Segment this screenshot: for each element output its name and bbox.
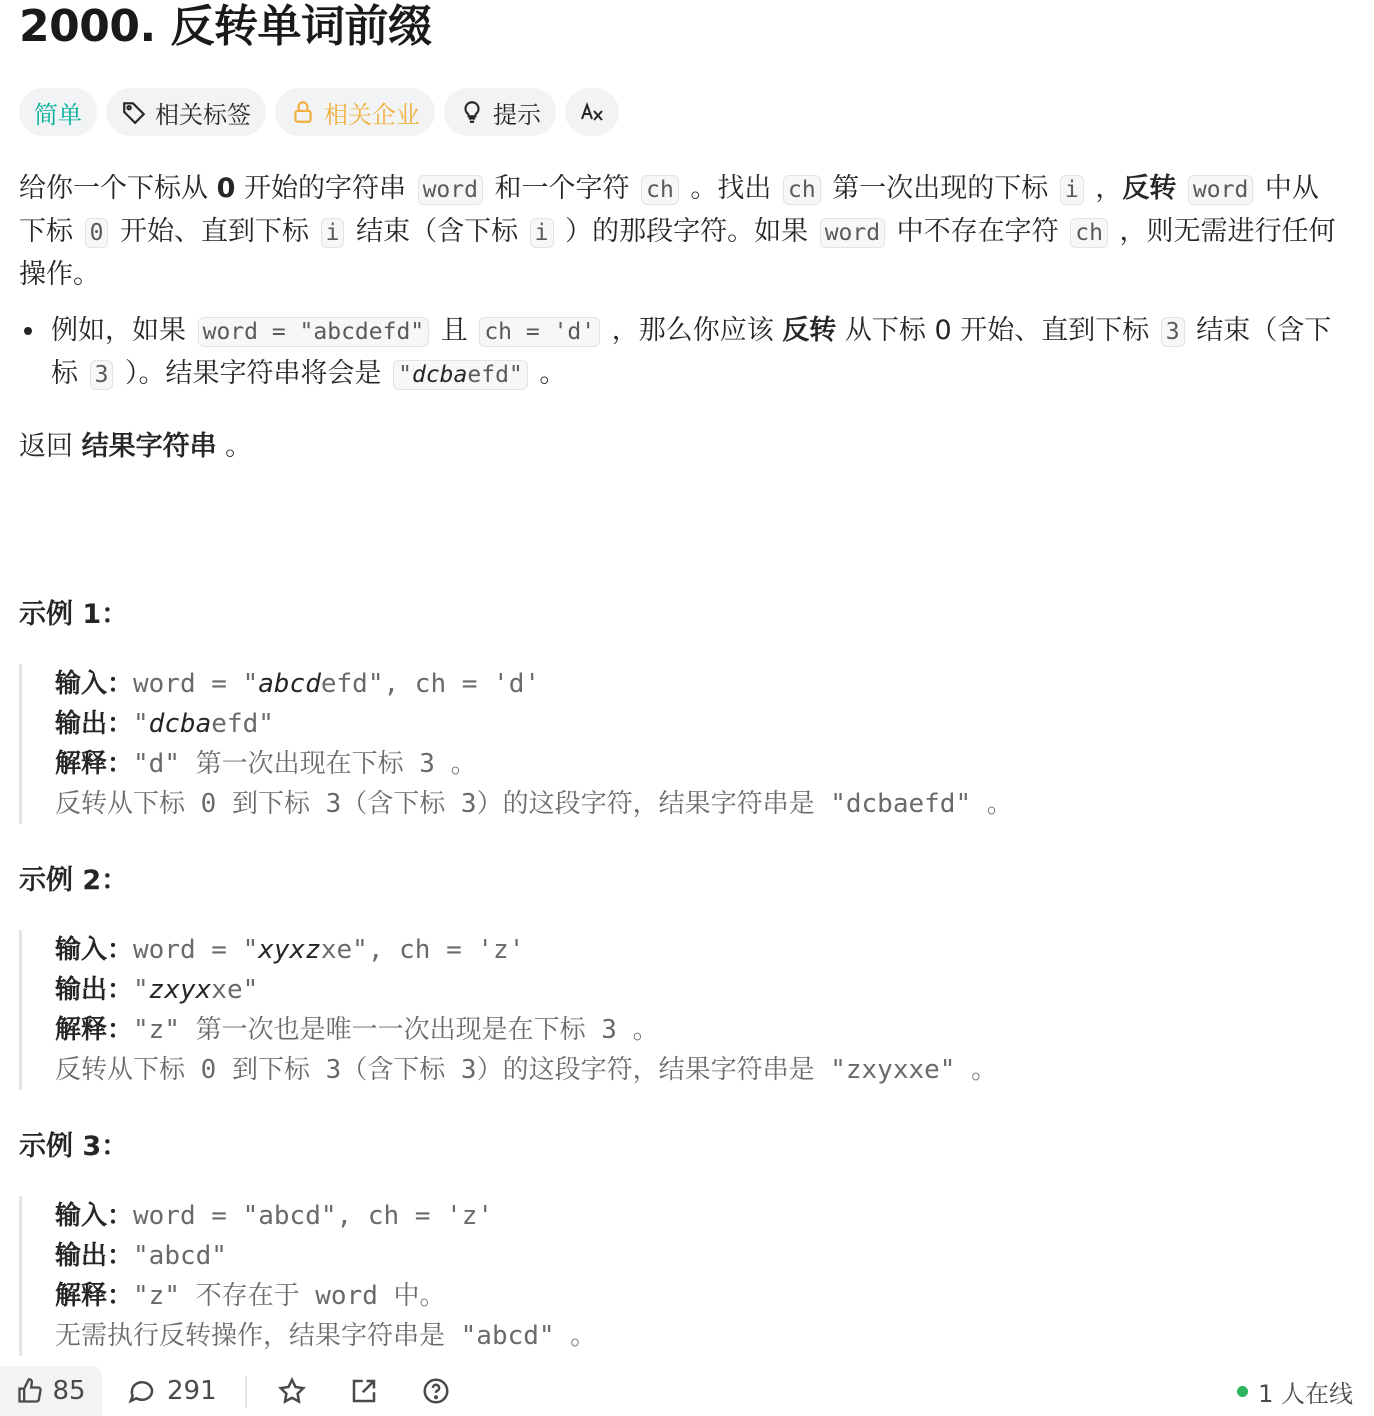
lock-icon bbox=[290, 99, 316, 125]
related-companies-label: 相关企业 bbox=[324, 100, 420, 129]
difficulty-label: 简单 bbox=[34, 100, 82, 129]
list-item: 例如，如果 word = "abcdefd" 且 ch = 'd' ，那么你应该 反转 从下标 0 开始、直到下标 3 结束（含下标 3 ）。结果字符串将会是 "dcbaefd" 。 bbox=[51, 310, 1339, 396]
hint-button[interactable] bbox=[444, 88, 556, 136]
comment-icon bbox=[127, 1376, 157, 1406]
problem-title: 2000. 反转单词前缀 bbox=[19, 1, 432, 52]
description-paragraph: 给你一个下标从 0 开始的字符串 word 和一个字符 ch 。找出 ch 第一次出现的下标 i ，反转 word 中从下标 0 开始、直到下标 i 结束（含下标 i ）的那段字符。如果 word 中不存在字符 ch ，则无需进行任何操作。 bbox=[19, 173, 1336, 290]
example-bullet-list bbox=[19, 310, 1339, 396]
example-3-block: 输入：word = "abcd", ch = 'z' 输出："abcd" 解释："z" 不存在于 word 中。 无需执行反转操作，结果字符串是 "abcd" 。 bbox=[19, 1196, 596, 1356]
tag-bar bbox=[19, 88, 619, 136]
example-3-title: 示例 3： bbox=[19, 1131, 129, 1162]
translate-button[interactable] bbox=[565, 88, 619, 136]
comments-button[interactable] bbox=[127, 1366, 217, 1416]
footer-divider bbox=[245, 1376, 247, 1408]
translate-icon bbox=[579, 99, 605, 125]
question-icon bbox=[421, 1376, 451, 1406]
thumbs-up-icon bbox=[16, 1377, 44, 1405]
star-icon bbox=[277, 1376, 307, 1406]
example-2-block: 输入：word = "xyxzxe", ch = 'z' 输出："zxyxxe" 解释："z" 第一次也是唯一一次出现是在下标 3 。 反转从下标 0 到下标 3（含下标 3）的这段字符，结果字符串是 "zxyxxe" 。 bbox=[19, 930, 997, 1090]
example-2-title: 示例 2： bbox=[19, 865, 129, 896]
like-count: 85 bbox=[52, 1376, 86, 1406]
like-button[interactable] bbox=[0, 1366, 102, 1416]
difficulty-badge[interactable] bbox=[19, 88, 97, 136]
footer-toolbar bbox=[0, 1366, 1374, 1416]
return-paragraph: 返回 结果字符串 。 bbox=[19, 431, 253, 462]
hint-label: 提示 bbox=[493, 100, 541, 129]
online-indicator bbox=[1237, 1366, 1353, 1416]
comment-count: 291 bbox=[167, 1376, 217, 1406]
online-count: 1 人在线 bbox=[1258, 1379, 1353, 1408]
favorite-button[interactable] bbox=[277, 1366, 307, 1416]
example-1-block: 输入：word = "abcdefd", ch = 'd' 输出："dcbaefd" 解释："d" 第一次出现在下标 3 。 反转从下标 0 到下标 3（含下标 3）的这段字符，结果字符串是 "dcbaefd" 。 bbox=[19, 664, 1013, 824]
related-topics-label: 相关标签 bbox=[155, 100, 251, 129]
online-dot bbox=[1237, 1386, 1248, 1397]
related-companies-button[interactable] bbox=[275, 88, 435, 136]
related-topics-button[interactable] bbox=[106, 88, 266, 136]
help-button[interactable] bbox=[421, 1366, 451, 1416]
tag-icon bbox=[121, 99, 147, 125]
share-icon bbox=[349, 1376, 379, 1406]
example-1-title: 示例 1： bbox=[19, 599, 129, 630]
lightbulb-icon bbox=[459, 99, 485, 125]
description-body bbox=[19, 168, 1339, 468]
share-button[interactable] bbox=[349, 1366, 379, 1416]
